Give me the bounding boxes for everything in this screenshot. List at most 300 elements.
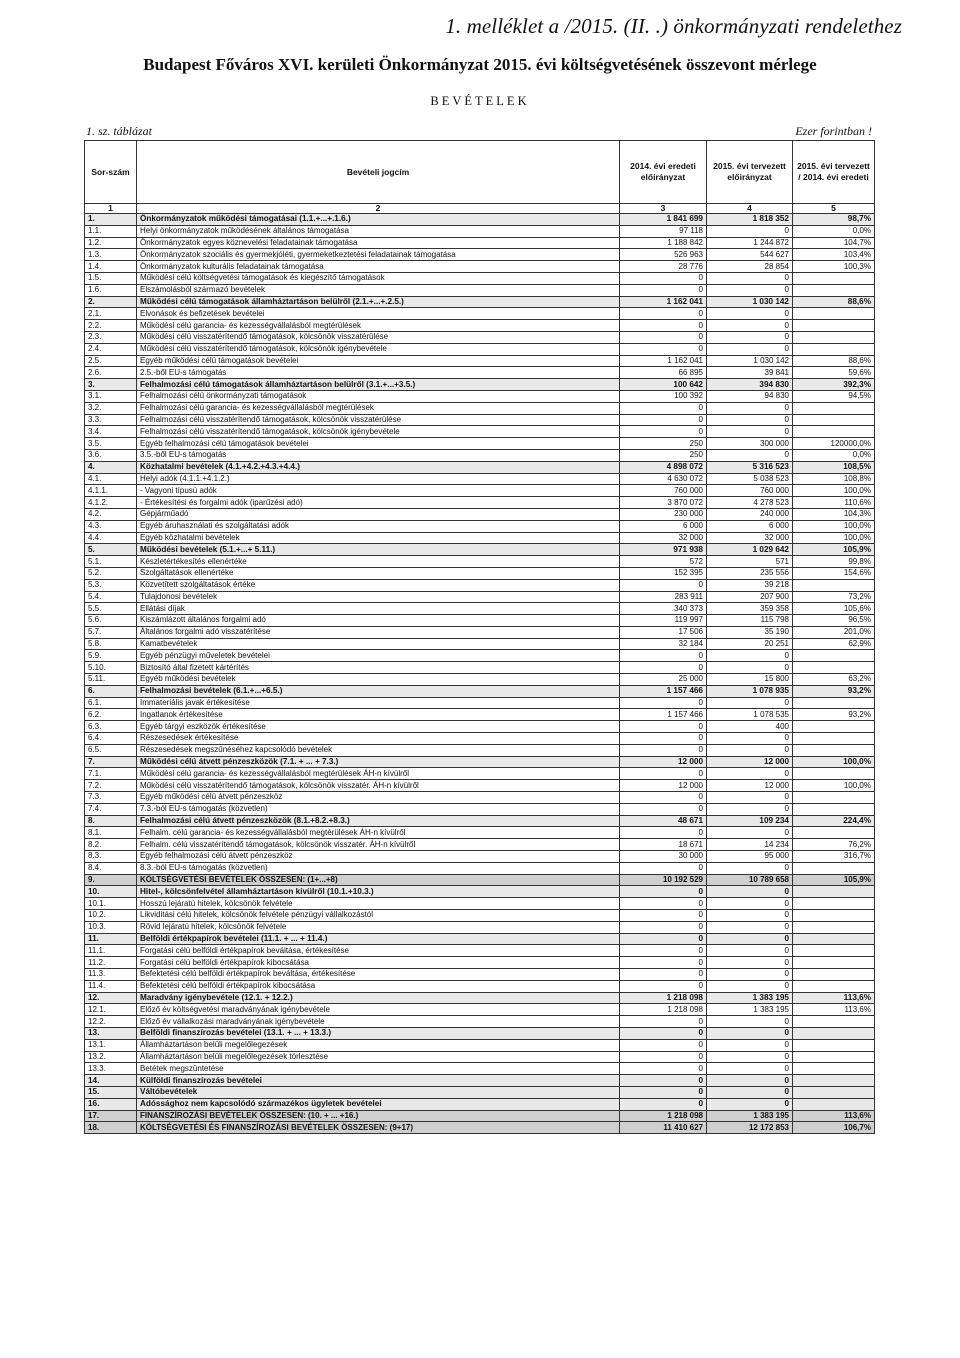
- ratio: [793, 886, 875, 898]
- row-number: 12.1.: [85, 1004, 137, 1016]
- row-number: 8.3.: [85, 851, 137, 863]
- table-header-row: [85, 141, 875, 204]
- value-2014: 0: [620, 803, 707, 815]
- value-2014: 0: [620, 1027, 707, 1039]
- row-title: Likviditási célú hitelek, kölcsönök felvétele pénzügyi vállalkozástól: [137, 910, 620, 922]
- table-row: [85, 261, 875, 273]
- row-title: Ingatlanok értékesítése: [137, 709, 620, 721]
- ratio: 100,0%: [793, 485, 875, 497]
- value-2015: 94 830: [707, 390, 793, 402]
- value-2014: 0: [620, 886, 707, 898]
- value-2014: 250: [620, 438, 707, 450]
- table-row: [85, 1004, 875, 1016]
- value-2015: 109 234: [707, 815, 793, 827]
- row-title: Egyéb pénzügyi műveletek bevételei: [137, 650, 620, 662]
- row-number: 7.2.: [85, 780, 137, 792]
- value-2015: 1 244 872: [707, 237, 793, 249]
- ratio: 100,0%: [793, 532, 875, 544]
- row-number: 4.1.1.: [85, 485, 137, 497]
- header-2015: 2015. évi tervezett előirányzat: [707, 141, 793, 204]
- row-number: 10.3.: [85, 921, 137, 933]
- row-number: 1.5.: [85, 272, 137, 284]
- value-2015: 0: [707, 768, 793, 780]
- ratio: 105,9%: [793, 544, 875, 556]
- value-2015: 0: [707, 827, 793, 839]
- table-row: [85, 709, 875, 721]
- table-row: [85, 532, 875, 544]
- row-number: 5.11.: [85, 674, 137, 686]
- value-2014: 0: [620, 1051, 707, 1063]
- row-number: 10.1.: [85, 898, 137, 910]
- row-number: 16.: [85, 1098, 137, 1110]
- table-row: [85, 414, 875, 426]
- value-2014: 30 000: [620, 851, 707, 863]
- value-2015: 4 278 523: [707, 497, 793, 509]
- row-title: Felhalmozási célú visszatérítendő támogatások, kölcsönök igénybevétele: [137, 426, 620, 438]
- row-number: 4.4.: [85, 532, 137, 544]
- table-row: [85, 320, 875, 332]
- row-title: 8.3.-ból EU-s támogatás (közvetlen): [137, 862, 620, 874]
- row-title: Működési bevételek (5.1.+...+ 5.11.): [137, 544, 620, 556]
- ratio: 224,4%: [793, 815, 875, 827]
- table-row: [85, 225, 875, 237]
- table-row: [85, 851, 875, 863]
- row-title: Helyi adók (4.1.1.+4.1.2.): [137, 473, 620, 485]
- ratio: 93,2%: [793, 709, 875, 721]
- table-row: [85, 449, 875, 461]
- value-2014: 0: [620, 402, 707, 414]
- table-row: [85, 697, 875, 709]
- ratio: [793, 945, 875, 957]
- value-2015: 0: [707, 1098, 793, 1110]
- ratio: [793, 1051, 875, 1063]
- row-number: 7.4.: [85, 803, 137, 815]
- row-title: Részesedések értékesítése: [137, 733, 620, 745]
- row-title: Államháztartáson belüli megelőlegezések törlesztése: [137, 1051, 620, 1063]
- ratio: [793, 1086, 875, 1098]
- row-number: 11.1.: [85, 945, 137, 957]
- section-subtitle: BEVÉTELEK: [430, 94, 530, 108]
- row-title: Működési célú visszatérítendő támogatások, kölcsönök igénybevétele: [137, 343, 620, 355]
- value-2014: 25 000: [620, 674, 707, 686]
- row-title: Egyéb közhatalmi bevételek: [137, 532, 620, 544]
- colnum: 2: [137, 204, 620, 214]
- table-row: [85, 744, 875, 756]
- ratio: [793, 910, 875, 922]
- row-number: 9.: [85, 874, 137, 886]
- row-title: Gépjárműadó: [137, 508, 620, 520]
- ratio: 316,7%: [793, 851, 875, 863]
- table-row: [85, 933, 875, 945]
- row-number: 4.1.: [85, 473, 137, 485]
- value-2014: 526 963: [620, 249, 707, 261]
- table-row: [85, 1063, 875, 1075]
- unit-label: Ezer forintban !: [795, 124, 872, 138]
- table-row: [85, 615, 875, 627]
- row-number: 11.3.: [85, 969, 137, 981]
- ratio: 100,3%: [793, 261, 875, 273]
- table-row: [85, 367, 875, 379]
- ratio: 98,7%: [793, 214, 875, 226]
- value-2015: 32 000: [707, 532, 793, 544]
- value-2014: 0: [620, 862, 707, 874]
- value-2014: 0: [620, 308, 707, 320]
- ratio: 105,9%: [793, 874, 875, 886]
- ratio: [793, 803, 875, 815]
- ratio: 96,5%: [793, 615, 875, 627]
- row-number: 7.3.: [85, 792, 137, 804]
- row-number: 8.2.: [85, 839, 137, 851]
- ratio: 113,6%: [793, 1110, 875, 1122]
- value-2014: 0: [620, 331, 707, 343]
- value-2015: 0: [707, 910, 793, 922]
- ratio: [793, 320, 875, 332]
- row-number: 5.8.: [85, 638, 137, 650]
- value-2014: 0: [620, 827, 707, 839]
- row-number: 7.: [85, 756, 137, 768]
- value-2015: 359 358: [707, 603, 793, 615]
- value-2014: 1 157 466: [620, 709, 707, 721]
- value-2014: 1 162 041: [620, 296, 707, 308]
- row-number: 8.4.: [85, 862, 137, 874]
- ratio: [793, 744, 875, 756]
- ratio: 73,2%: [793, 591, 875, 603]
- row-number: 10.2.: [85, 910, 137, 922]
- row-title: - Vagyoni típusú adók: [137, 485, 620, 497]
- row-title: Immateriális javak értékesítése: [137, 697, 620, 709]
- row-number: 15.: [85, 1086, 137, 1098]
- row-number: 2.4.: [85, 343, 137, 355]
- colnum: 4: [707, 204, 793, 214]
- table-row: [85, 803, 875, 815]
- table-row: [85, 544, 875, 556]
- table-row: [85, 1086, 875, 1098]
- value-2014: 4 898 072: [620, 461, 707, 473]
- ratio: [793, 862, 875, 874]
- value-2015: 0: [707, 933, 793, 945]
- value-2015: 0: [707, 662, 793, 674]
- ratio: [793, 579, 875, 591]
- value-2014: 0: [620, 910, 707, 922]
- row-title: Működési célú átvett pénzeszközök (7.1. + ... + 7.3.): [137, 756, 620, 768]
- row-title: Önkormányzatok egyes köznevelési feladatainak támogatása: [137, 237, 620, 249]
- row-number: 6.4.: [85, 733, 137, 745]
- table-row: [85, 249, 875, 261]
- value-2014: 0: [620, 921, 707, 933]
- table-row: [85, 591, 875, 603]
- value-2014: 11 410 627: [620, 1122, 707, 1134]
- table-number: 1. sz. táblázat: [86, 124, 153, 138]
- row-title: Egyéb felhalmozási célú támogatások bevételei: [137, 438, 620, 450]
- value-2015: 394 830: [707, 379, 793, 391]
- column-number-row: [85, 204, 875, 214]
- row-number: 11.4.: [85, 980, 137, 992]
- row-title: Szolgáltatások ellenértéke: [137, 567, 620, 579]
- value-2014: 0: [620, 1039, 707, 1051]
- ratio: 108,8%: [793, 473, 875, 485]
- value-2014: 0: [620, 414, 707, 426]
- value-2015: 5 038 523: [707, 473, 793, 485]
- table-row: [85, 980, 875, 992]
- row-title: Külföldi finanszírozás bevételei: [137, 1075, 620, 1087]
- ratio: 76,2%: [793, 839, 875, 851]
- value-2014: 1 841 699: [620, 214, 707, 226]
- value-2015: 1 030 142: [707, 355, 793, 367]
- row-number: 4.: [85, 461, 137, 473]
- table-row: [85, 237, 875, 249]
- row-number: 5.10.: [85, 662, 137, 674]
- table-row: [85, 1110, 875, 1122]
- ratio: [793, 1039, 875, 1051]
- row-title: Belföldi értékpapírok bevételei (11.1. + ... + 11.4.): [137, 933, 620, 945]
- table-row: [85, 862, 875, 874]
- ratio: [793, 284, 875, 296]
- value-2015: 39 841: [707, 367, 793, 379]
- value-2015: 0: [707, 284, 793, 296]
- value-2015: 240 000: [707, 508, 793, 520]
- row-number: 13.2.: [85, 1051, 137, 1063]
- value-2014: 0: [620, 733, 707, 745]
- row-number: 1.: [85, 214, 137, 226]
- row-title: Önkormányzatok szociális és gyermekjóléti, gyermeketkeztetési feladatainak támogatása: [137, 249, 620, 261]
- value-2014: 66 895: [620, 367, 707, 379]
- row-title: Készletértékesítés ellenértéke: [137, 556, 620, 568]
- value-2014: 28 776: [620, 261, 707, 273]
- table-row: [85, 355, 875, 367]
- row-title: Tulajdonosi bevételek: [137, 591, 620, 603]
- row-number: 5.1.: [85, 556, 137, 568]
- ratio: 105,6%: [793, 603, 875, 615]
- value-2014: 0: [620, 1086, 707, 1098]
- row-title: Belföldi finanszírozás bevételei (13.1. + ... + 13.3.): [137, 1027, 620, 1039]
- row-title: Maradvány igénybevétele (12.1. + 12.2.): [137, 992, 620, 1004]
- row-title: Felhalm. célú garancia- és kezességvállalásból megtérülések ÁH-n kívülről: [137, 827, 620, 839]
- value-2015: 115 798: [707, 615, 793, 627]
- value-2014: 0: [620, 284, 707, 296]
- value-2014: 0: [620, 969, 707, 981]
- row-title: Felhalmozási célú támogatások államháztartáson belülről (3.1.+...+3.5.): [137, 379, 620, 391]
- value-2014: 0: [620, 320, 707, 332]
- ratio: 104,7%: [793, 237, 875, 249]
- ratio: 154,6%: [793, 567, 875, 579]
- table-row: [85, 969, 875, 981]
- table-row: [85, 910, 875, 922]
- ratio: [793, 1016, 875, 1028]
- value-2014: 0: [620, 933, 707, 945]
- row-number: 2.3.: [85, 331, 137, 343]
- table-row: [85, 1027, 875, 1039]
- row-number: 2.2.: [85, 320, 137, 332]
- value-2015: 544 627: [707, 249, 793, 261]
- ratio: [793, 331, 875, 343]
- row-title: Ellátási díjak: [137, 603, 620, 615]
- table-row: [85, 343, 875, 355]
- row-title: Felhalm. célú visszatérítendő támogatások, kölcsönök visszatér. ÁH-n kívülről: [137, 839, 620, 851]
- value-2015: 28 854: [707, 261, 793, 273]
- value-2014: 119 997: [620, 615, 707, 627]
- ratio: [793, 898, 875, 910]
- table-row: [85, 497, 875, 509]
- value-2014: 250: [620, 449, 707, 461]
- ratio: 100,0%: [793, 520, 875, 532]
- value-2015: 0: [707, 402, 793, 414]
- row-title: Biztosító által fizetett kártérítés: [137, 662, 620, 674]
- row-title: Kamatbevételek: [137, 638, 620, 650]
- row-number: 5.: [85, 544, 137, 556]
- value-2015: 0: [707, 272, 793, 284]
- row-title: Egyéb felhalmozási célú átvett pénzeszköz: [137, 851, 620, 863]
- value-2015: 0: [707, 1075, 793, 1087]
- table-row: [85, 1122, 875, 1134]
- table-row: [85, 650, 875, 662]
- row-number: 1.4.: [85, 261, 137, 273]
- value-2015: 0: [707, 744, 793, 756]
- value-2014: 97 118: [620, 225, 707, 237]
- table-row: [85, 815, 875, 827]
- value-2015: 0: [707, 320, 793, 332]
- ratio: 88,6%: [793, 296, 875, 308]
- row-number: 18.: [85, 1122, 137, 1134]
- value-2014: 1 218 098: [620, 1110, 707, 1122]
- value-2014: 100 392: [620, 390, 707, 402]
- table-row: [85, 296, 875, 308]
- ratio: 110,6%: [793, 497, 875, 509]
- ratio: 93,2%: [793, 685, 875, 697]
- value-2014: 1 218 098: [620, 1004, 707, 1016]
- table-body: [85, 214, 875, 1134]
- row-number: 8.1.: [85, 827, 137, 839]
- value-2015: 1 383 195: [707, 1004, 793, 1016]
- row-title: Forgatási célú belföldi értékpapírok kibocsátása: [137, 957, 620, 969]
- row-number: 4.3.: [85, 520, 137, 532]
- value-2014: 1 218 098: [620, 992, 707, 1004]
- table-row: [85, 272, 875, 284]
- value-2014: 0: [620, 898, 707, 910]
- table-row: [85, 756, 875, 768]
- value-2015: 235 556: [707, 567, 793, 579]
- value-2015: 14 234: [707, 839, 793, 851]
- table-row: [85, 886, 875, 898]
- value-2014: 0: [620, 1016, 707, 1028]
- row-title: Felhalmozási célú önkormányzati támogatások: [137, 390, 620, 402]
- colnum: 1: [85, 204, 137, 214]
- value-2015: 1 818 352: [707, 214, 793, 226]
- row-title: KÖLTSÉGVETÉSI ÉS FINANSZÍROZÁSI BEVÉTELEK ÖSSZESEN: (9+17): [137, 1122, 620, 1134]
- revenue-table: [84, 140, 875, 1134]
- ratio: [793, 721, 875, 733]
- value-2014: 283 911: [620, 591, 707, 603]
- row-title: Hitel-, kölcsönfelvétel államháztartáson kívülről (10.1.+10.3.): [137, 886, 620, 898]
- value-2015: 0: [707, 733, 793, 745]
- ratio: 63,2%: [793, 674, 875, 686]
- row-number: 3.: [85, 379, 137, 391]
- ratio: [793, 343, 875, 355]
- row-title: Hosszú lejáratú hitelek, kölcsönök felvétele: [137, 898, 620, 910]
- value-2015: 0: [707, 426, 793, 438]
- ratio: [793, 969, 875, 981]
- row-title: KÖLTSÉGVETÉSI BEVÉTELEK ÖSSZESEN: (1+...+8): [137, 874, 620, 886]
- row-number: 1.2.: [85, 237, 137, 249]
- colnum: 5: [793, 204, 875, 214]
- row-title: Rövid lejáratú hitelek, kölcsönök felvétele: [137, 921, 620, 933]
- value-2015: 95 000: [707, 851, 793, 863]
- row-title: Előző év vállalkozási maradványának igénybevétele: [137, 1016, 620, 1028]
- header-row-number: Sor-szám: [85, 141, 137, 204]
- table-row: [85, 662, 875, 674]
- ratio: [793, 792, 875, 804]
- row-number: 5.7.: [85, 626, 137, 638]
- value-2015: 1 078 535: [707, 709, 793, 721]
- value-2014: 1 188 842: [620, 237, 707, 249]
- row-title: Közvetített szolgáltatások értéke: [137, 579, 620, 591]
- header-2014: 2014. évi eredeti előirányzat: [620, 141, 707, 204]
- row-number: 7.1.: [85, 768, 137, 780]
- row-number: 3.3.: [85, 414, 137, 426]
- row-title: FINANSZÍROZÁSI BEVÉTELEK ÖSSZESEN: (10. + ... +16.): [137, 1110, 620, 1122]
- row-number: 5.3.: [85, 579, 137, 591]
- row-title: Működési célú visszatérítendő támogatások, kölcsönök visszatér. ÁH-n kívülről: [137, 780, 620, 792]
- table-row: [85, 638, 875, 650]
- row-number: 3.2.: [85, 402, 137, 414]
- row-number: 12.2.: [85, 1016, 137, 1028]
- row-number: 4.1.2.: [85, 497, 137, 509]
- table-row: [85, 674, 875, 686]
- ratio: [793, 426, 875, 438]
- row-title: Működési célú visszatérítendő támogatások, kölcsönök visszatérülése: [137, 331, 620, 343]
- value-2014: 0: [620, 744, 707, 756]
- value-2015: 0: [707, 1051, 793, 1063]
- value-2015: 0: [707, 1063, 793, 1075]
- row-number: 6.1.: [85, 697, 137, 709]
- row-title: 3.5.-ből EU-s támogatás: [137, 449, 620, 461]
- value-2015: 1 030 142: [707, 296, 793, 308]
- table-row: [85, 214, 875, 226]
- value-2014: 760 000: [620, 485, 707, 497]
- value-2015: 15 800: [707, 674, 793, 686]
- row-number: 13.: [85, 1027, 137, 1039]
- row-number: 2.: [85, 296, 137, 308]
- row-title: Elszámolásból származó bevételek: [137, 284, 620, 296]
- value-2015: 0: [707, 225, 793, 237]
- value-2014: 18 671: [620, 839, 707, 851]
- value-2014: 0: [620, 792, 707, 804]
- value-2014: 0: [620, 957, 707, 969]
- ratio: 113,6%: [793, 1004, 875, 1016]
- row-title: Elvonások és befizetések bevételei: [137, 308, 620, 320]
- row-number: 11.: [85, 933, 137, 945]
- header-title: Bevételi jogcím: [137, 141, 620, 204]
- value-2015: 39 218: [707, 579, 793, 591]
- row-number: 10.: [85, 886, 137, 898]
- row-title: Működési célú garancia- és kezességvállalásból megtérülések: [137, 320, 620, 332]
- row-number: 11.2.: [85, 957, 137, 969]
- value-2015: 1 383 195: [707, 1110, 793, 1122]
- value-2015: 0: [707, 697, 793, 709]
- ratio: [793, 957, 875, 969]
- row-number: 1.6.: [85, 284, 137, 296]
- row-title: Előző év költségvetési maradványának igénybevétele: [137, 1004, 620, 1016]
- value-2014: 230 000: [620, 508, 707, 520]
- value-2015: 0: [707, 980, 793, 992]
- table-row: [85, 331, 875, 343]
- value-2015: 0: [707, 792, 793, 804]
- ratio: [793, 827, 875, 839]
- ratio: 108,5%: [793, 461, 875, 473]
- value-2015: 571: [707, 556, 793, 568]
- ratio: [793, 697, 875, 709]
- row-title: Egyéb működési célú támogatások bevételei: [137, 355, 620, 367]
- table-row: [85, 1016, 875, 1028]
